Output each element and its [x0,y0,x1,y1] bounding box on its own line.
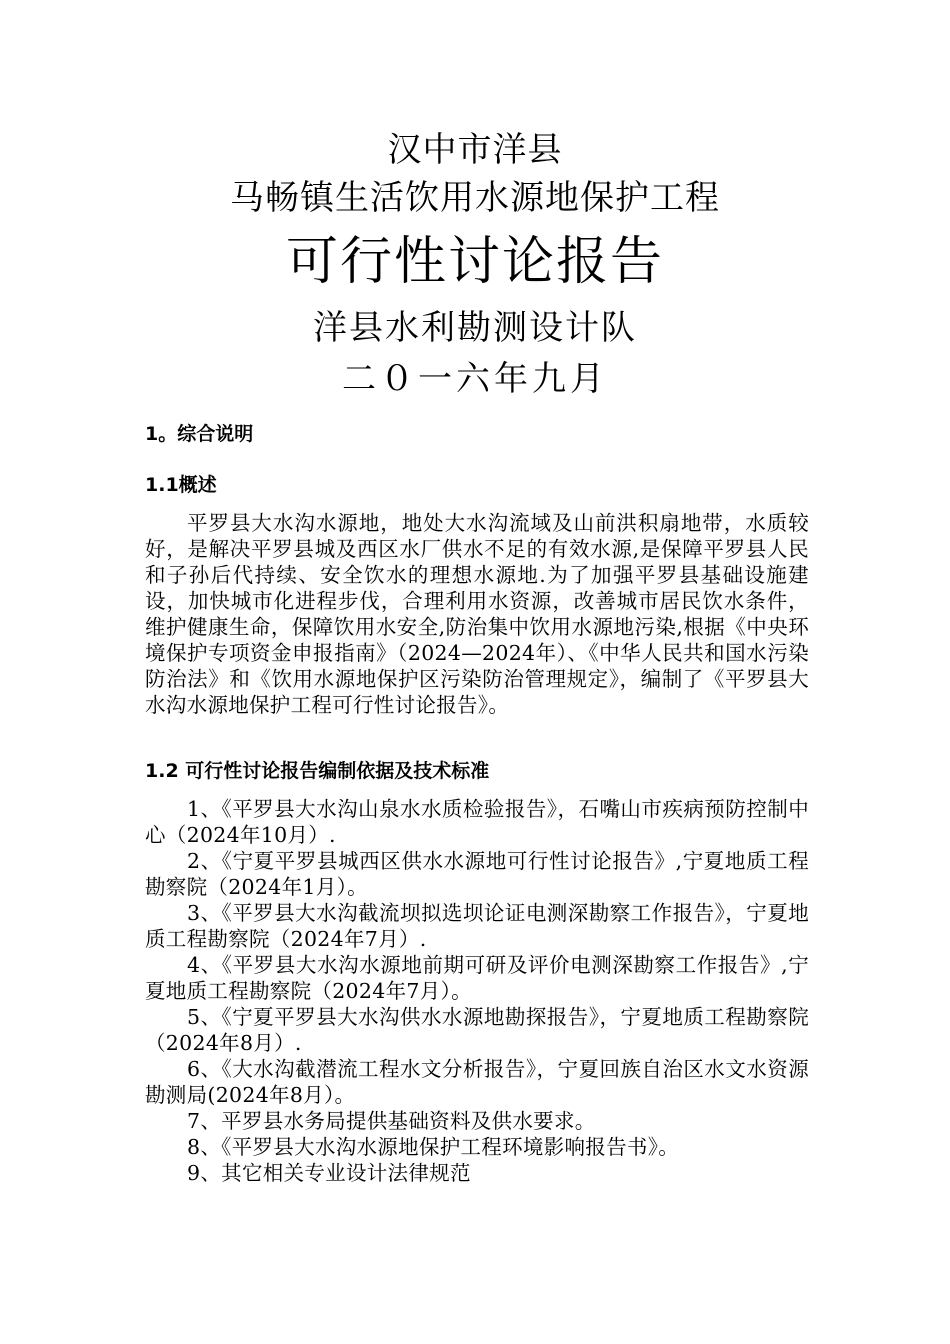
reference-item: 5、《宁夏平罗县大水沟供水水源地勘探报告》，宁夏地质工程勘察院（2024年8月）. [145,1005,809,1055]
reference-item: 7、平罗县水务局提供基础资料及供水要求。 [187,1109,596,1133]
section-1-2-heading: 1.2 可行性讨论报告编制依据及技术标准 [145,760,490,782]
reference-item: 4、《平罗县大水沟水源地前期可研及评价电测深勘察工作报告》,宁夏地质工程勘察院（2024年7月）。 [145,953,809,1003]
report-date: 二０一六年九月 [342,359,608,399]
title-line-1: 汉中市洋县 [387,130,563,170]
reference-item: 8、《平罗县大水沟水源地保护工程环境影响报告书》。 [187,1135,680,1159]
reference-list [145,796,809,1186]
report-title: 可行性讨论报告 [285,232,664,292]
reference-item: 3、《平罗县大水沟截流坝拟选坝论证电测深勘察工作报告》，宁夏地质工程勘察院（2024年7月）. [145,901,809,951]
section-1-heading: 1。综合说明 [145,423,254,445]
section-1-1-body: 平罗县大水沟水源地，地处大水沟流域及山前洪积扇地带，水质较好，是解决平罗县城及西区水厂供水不足的有效水源,是保障平罗县人民和子孙后代持续、安全饮水的理想水源地.为了加强平罗县基础设施建设，加快城市化进程步伐，合理利用水资源，改善城市居民饮水条件，维护健康生命，保障饮用水安全,防治集中饮用水源地污染,根据《中央环境保护专项资金申报指南》（2024—2024年）、《中华人民共和国水污染防治法》和《饮用水源地保护区污染防治管理规定》，编制了《平罗县大水沟水源地保护工程可行性讨论报告》。 [145,511,809,717]
title-line-2: 马畅镇生活饮用水源地保护工程 [230,178,720,218]
reference-item: 6、《大水沟截潜流工程水文分析报告》，宁夏回族自治区水文水资源勘测局(2024年8月）。 [145,1057,809,1107]
section-1-1-heading: 1.1概述 [145,474,217,496]
reference-item: 1、《平罗县大水沟山泉水水质检验报告》，石嘴山市疾病预防控制中心（2024年10月）. [145,797,809,847]
reference-item: 9、其它相关专业设计法律规范 [187,1161,471,1185]
reference-item: 2、《宁夏平罗县城西区供水水源地可行性讨论报告》,宁夏地质工程勘察院（2024年1月）。 [145,849,809,899]
cover-title-block [0,126,950,404]
organization: 洋县水利勘测设计队 [313,308,637,348]
